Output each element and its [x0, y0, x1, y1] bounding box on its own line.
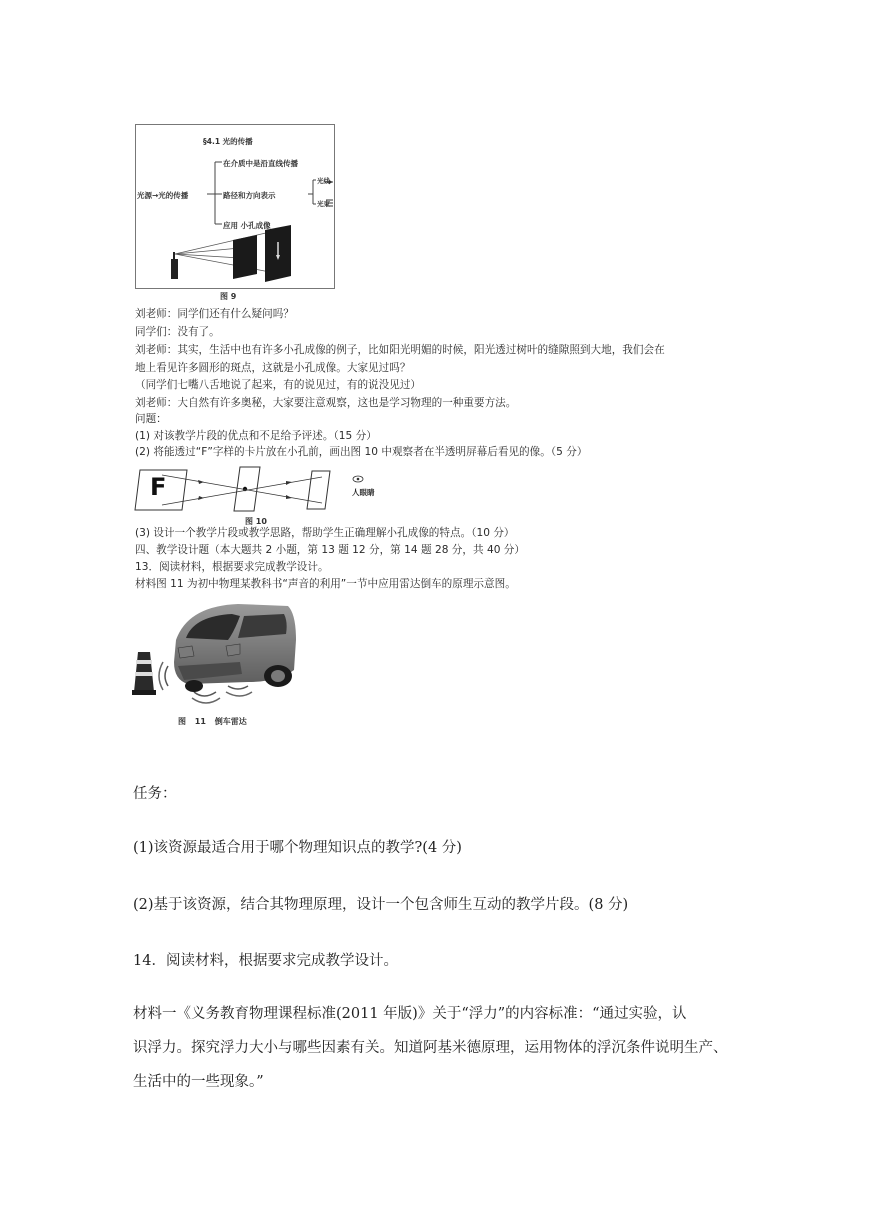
figure-9-title: §4.1 光的传播 [203, 137, 253, 146]
question-1: (1) 对该教学片段的优点和不足给予评述。（15 分） [135, 430, 377, 442]
figure-10-letter: F [150, 473, 167, 501]
figure-9-leaf-beam: 光束 [317, 200, 330, 208]
figure-10-observer-label: 人眼睛 [352, 488, 375, 497]
figure-11 [128, 600, 298, 712]
question-2: (2) 将能透过“F”字样的卡片放在小孔前，画出图 10 中观察者在半透明屏幕后看见的像。（5 分） [135, 446, 588, 458]
task-question-1: (1)该资源最适合用于哪个物理知识点的教学?(4 分) [133, 840, 462, 856]
section-heading: 四、教学设计题（本大题共 2 小题，第 13 题 12 分，第 14 题 28 分，共 40 分） [135, 544, 525, 556]
figure-9 [135, 124, 335, 289]
question-14-heading: 14．阅读材料，根据要求完成教学设计。 [133, 953, 398, 969]
task-label: 任务： [133, 786, 177, 802]
task-question-2: (2)基于该资源，结合其物理原理，设计一个包含师生互动的教学片段。(8 分) [133, 897, 629, 913]
figure-9-caption: 图 9 [220, 292, 237, 301]
dialogue-line: 刘老师：同学们还有什么疑问吗？ [135, 308, 294, 320]
material-line: 生活中的一些现象。” [133, 1074, 264, 1090]
figure-10 [132, 465, 402, 515]
dialogue-line: 刘老师：大自然有许多奥秘，大家要注意观察，这也是学习物理的一种重要方法。 [135, 397, 517, 409]
car-radar-illustration [128, 600, 298, 712]
question-label: 问题： [135, 413, 167, 425]
dialogue-line: （同学们七嘴八舌地说了起来，有的说见过，有的说没见过） [135, 379, 422, 391]
material-line: 材料一《义务教育物理课程标准(2011 年版)》关于“浮力”的内容标准：“通过实验，认 [133, 1006, 687, 1022]
question-13-heading: 13．阅读材料，根据要求完成教学设计。 [135, 561, 329, 573]
material-line: 识浮力。探究浮力大小与哪些因素有关。知道阿基米德原理，运用物体的浮沉条件说明生产、 [133, 1040, 728, 1056]
figure-9-leaf-ray: 光线 [317, 177, 330, 185]
question-14-material [133, 997, 743, 1099]
figure-9-drawing [135, 124, 335, 289]
question-13-material: 材料图 11 为初中物理某教科书“声音的利用”一节中应用雷达倒车的原理示意图。 [135, 578, 516, 590]
figure-9-root: 光源→光的传播 [137, 191, 189, 200]
figure-11-caption: 图 11 倒车雷达 [178, 717, 247, 726]
figure-9-branch-2: 路径和方向表示 [223, 191, 276, 200]
figure-10-caption: 图 10 [245, 517, 267, 526]
dialogue-line: 刘老师：其实，生活中也有许多小孔成像的例子，比如阳光明媚的时候，阳光透过树叶的缝隙照到大地，我们会在 [135, 344, 665, 356]
figure-9-branch-1: 在介质中是沿直线传播 [223, 159, 298, 168]
question-3: (3) 设计一个教学片段或教学思路，帮助学生正确理解小孔成像的特点。（10 分） [135, 527, 515, 539]
figure-9-branch-3: 应用 小孔成像 [223, 221, 271, 230]
dialogue-line: 同学们：没有了。 [135, 326, 220, 338]
dialogue-line: 地上看见许多圆形的斑点，这就是小孔成像。大家见过吗？ [135, 362, 411, 374]
